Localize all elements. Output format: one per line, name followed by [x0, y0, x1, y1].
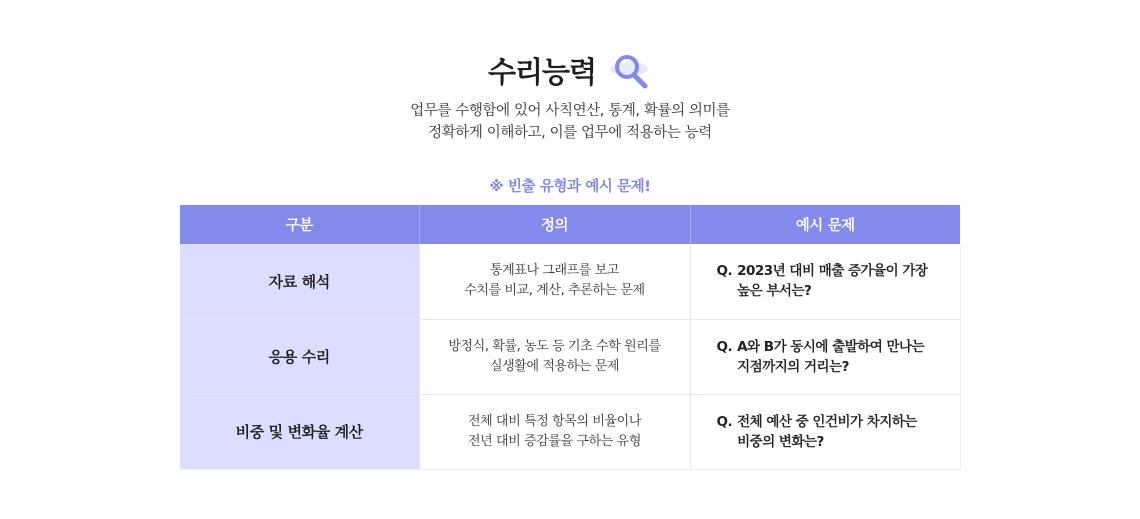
- table-row: [180, 394, 960, 469]
- section-subtitle: ※ 빈출 유형과 예시 문제!: [489, 179, 651, 195]
- example-prefix: Q.: [716, 263, 733, 280]
- definition-cell: [419, 319, 690, 394]
- table-row: [180, 319, 960, 394]
- category-cell: 비중 및 변화율 계산: [180, 394, 419, 469]
- definition-line: 실생활에 적용하는 문제: [489, 358, 620, 374]
- table-header-row: [180, 205, 960, 244]
- example-cell: [690, 319, 960, 394]
- definition-line: 전년 대비 증감률을 구하는 유형: [468, 433, 641, 449]
- example-cell: [690, 394, 960, 469]
- example-prefix: Q.: [716, 413, 733, 430]
- page-title: 수리능력: [487, 55, 597, 89]
- definition-cell: [419, 244, 690, 319]
- column-header-example: 예시 문제: [690, 205, 960, 244]
- magnifier-icon: [610, 52, 652, 90]
- question-type-table: [180, 205, 961, 470]
- definition-line: 수치를 비교, 계산, 추론하는 문제: [464, 283, 645, 299]
- description: [0, 100, 1140, 144]
- column-header-category: 구분: [180, 205, 419, 244]
- example-line: 높은 부서는?: [737, 283, 812, 300]
- description-line: 업무를 수행함에 있어 사칙연산, 통계, 확률의 의미를: [410, 103, 730, 119]
- category-cell: 자료 해석: [180, 244, 419, 319]
- column-header-definition: 정의: [419, 205, 690, 244]
- definition-line: 통계표나 그래프를 보고: [489, 263, 620, 279]
- example-line: 지점까지의 거리는?: [737, 358, 849, 375]
- example-line: 비중의 변화는?: [737, 433, 824, 450]
- description-line: 정확하게 이해하고, 이를 업무에 적용하는 능력: [428, 125, 712, 141]
- category-cell: 응용 수리: [180, 319, 419, 394]
- definition-cell: [419, 394, 690, 469]
- definition-line: 방정식, 확률, 농도 등 기초 수학 원리를: [448, 338, 661, 354]
- table-row: [180, 244, 960, 319]
- example-line: 2023년 대비 매출 증가율이 가장: [737, 263, 928, 280]
- example-line: 전체 예산 중 인건비가 차지하는: [737, 413, 917, 430]
- definition-line: 전체 대비 특정 항목의 비율이나: [468, 413, 641, 429]
- example-line: A와 B가 동시에 출발하여 만나는: [737, 338, 925, 355]
- example-prefix: Q.: [716, 338, 733, 355]
- example-cell: [690, 244, 960, 319]
- title-area: [0, 50, 1140, 91]
